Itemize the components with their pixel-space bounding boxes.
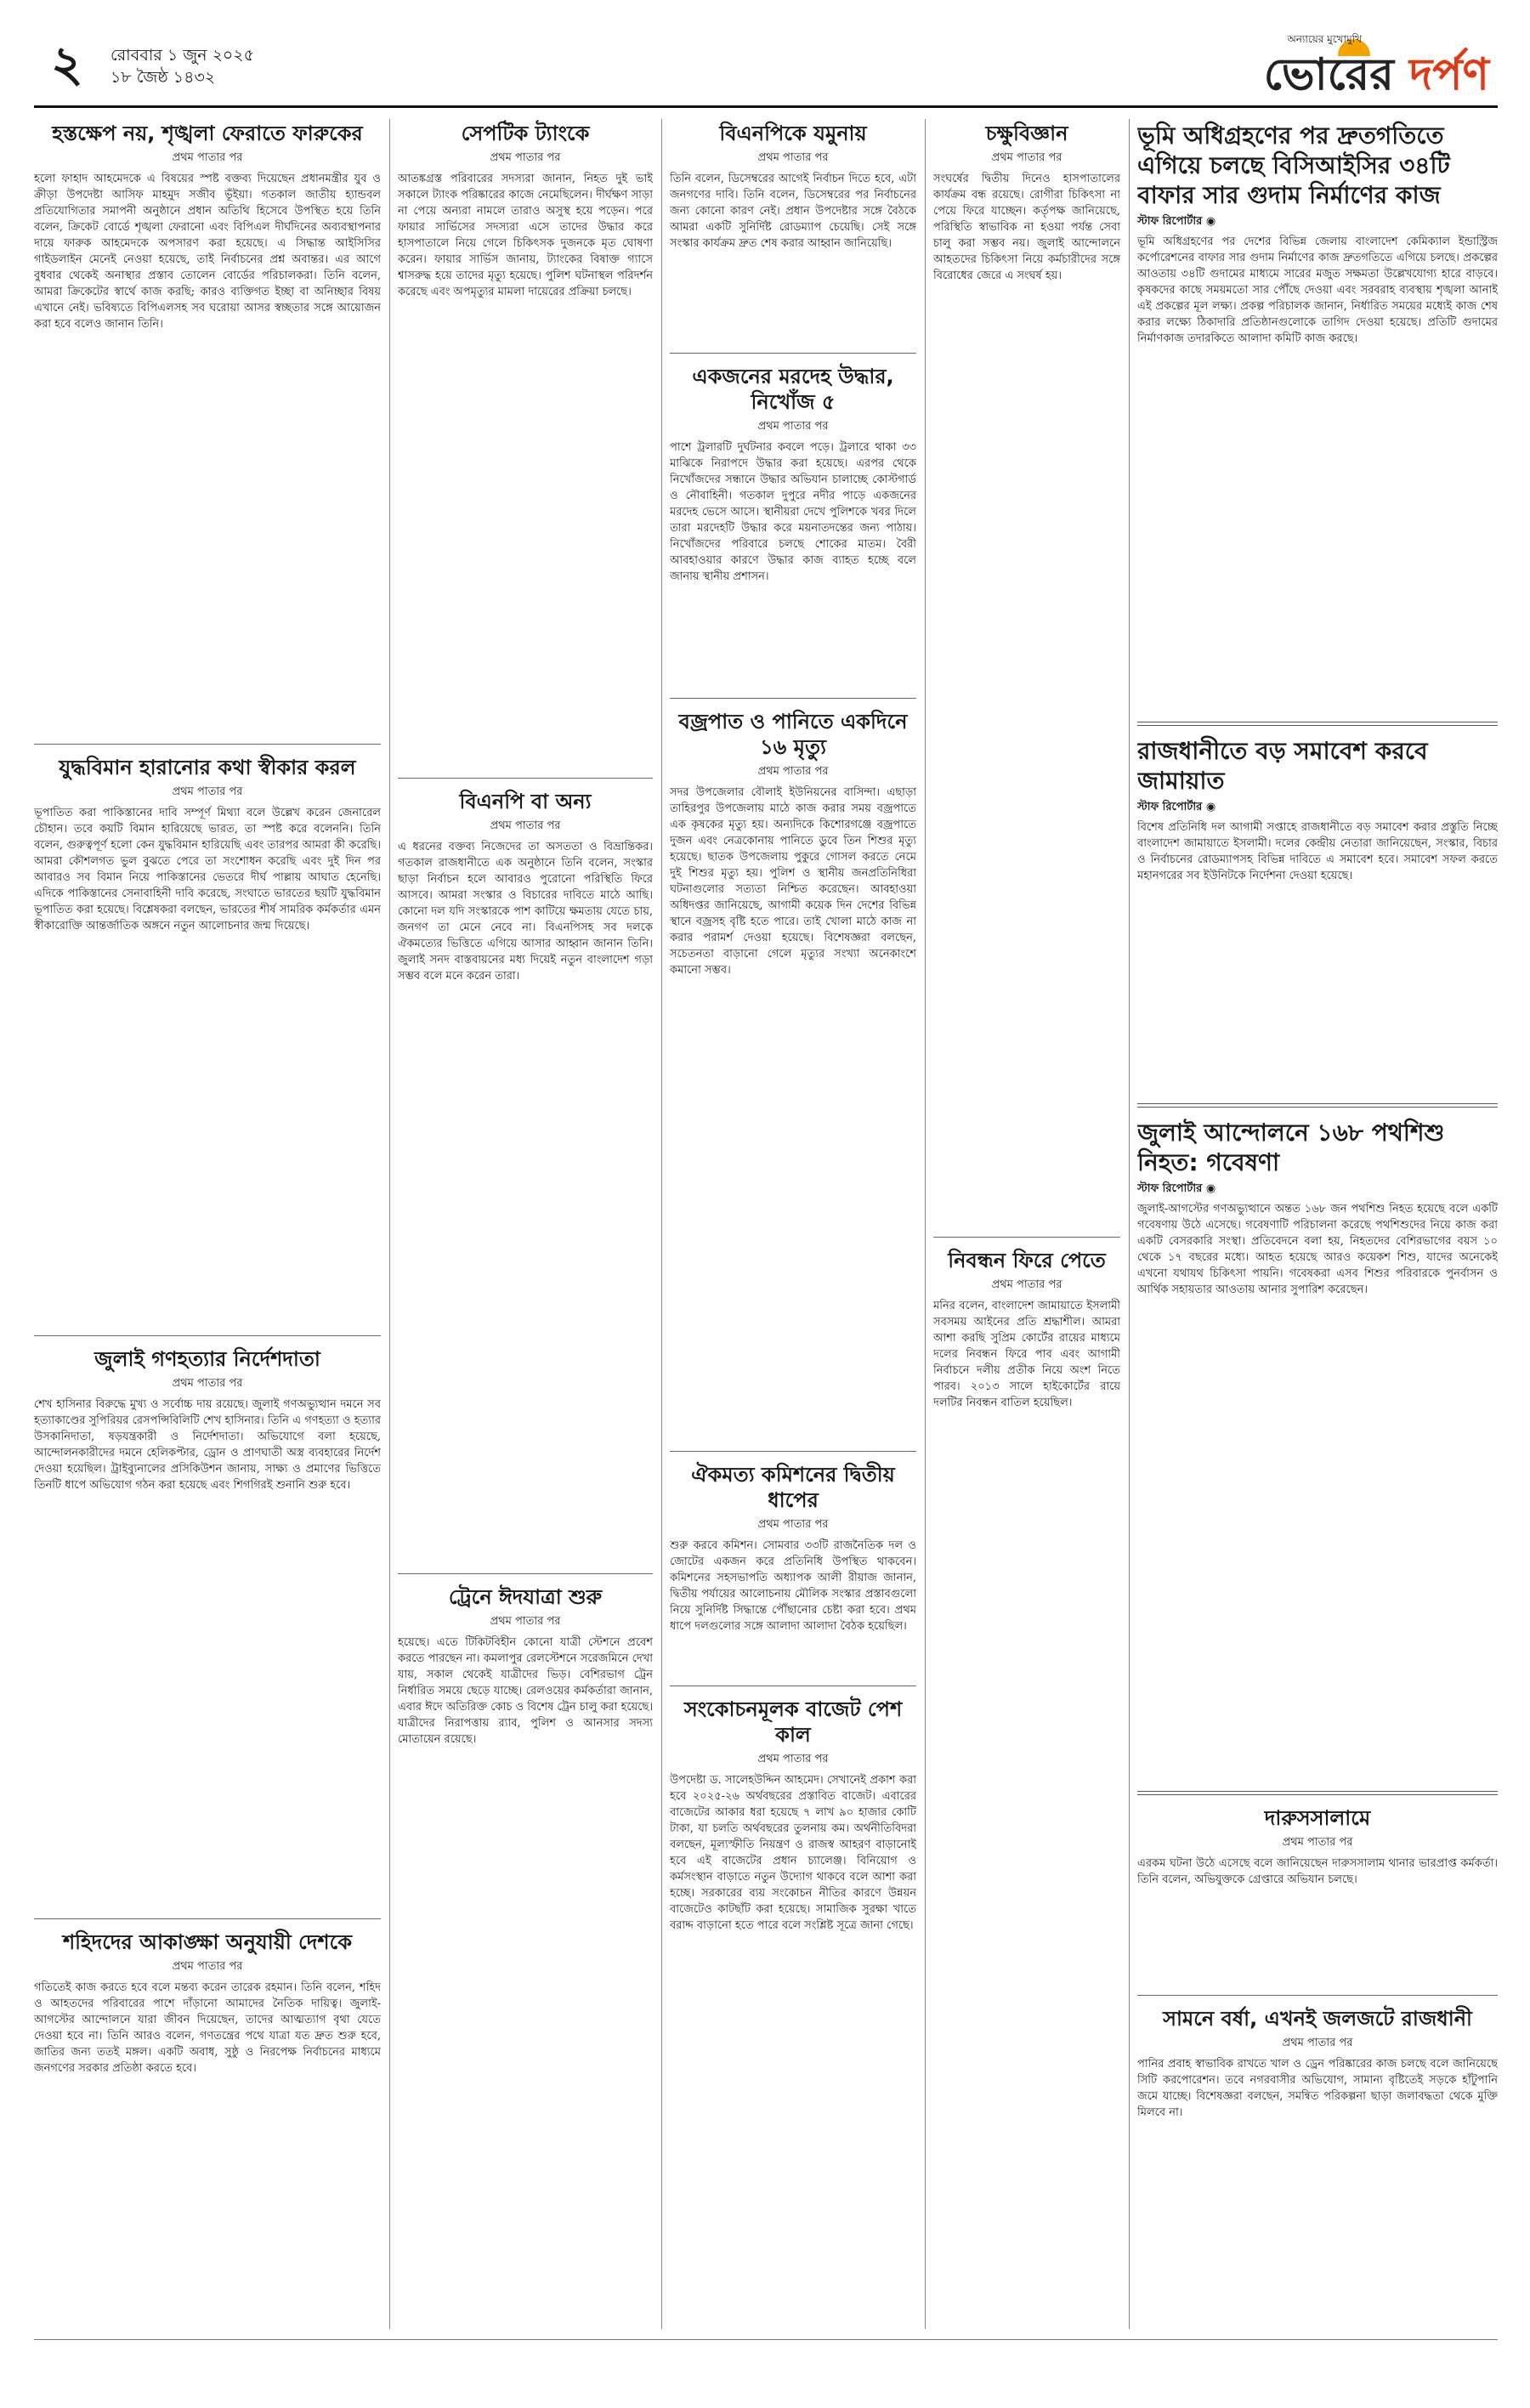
separator [1137, 1103, 1498, 1108]
bottom-rule [34, 2339, 1498, 2340]
byline: স্টাফ রিপোর্টার ◉ [1137, 801, 1216, 813]
headline: একজনের মরদেহ উদ্ধার, নিখোঁজ ৫ [692, 365, 894, 414]
date-box [110, 44, 254, 88]
article-body: পানির প্রবাহ স্বাভাবিক রাখতে খাল ও ড্রেন পরিষ্কারের কাজ চলছে বলে জানিয়েছে সিটি করপোরেশন। তবে নগরবাসীর অভিযোগ, সামান্য বৃষ্টিতেই সড়কে হাঁটুপানি জমে যাচ্ছে। বিশেষজ্ঞরা বলছেন, সমন্বিত পরিকল্পনা ছাড়া জলাবদ্ধতা থেকে মুক্তি মিলবে না। [1137, 2056, 1498, 2396]
separator [398, 778, 653, 779]
continued-label: প্রথম পাতার পর [172, 1377, 243, 1390]
continued-label: প্রথম পাতার পর [490, 1615, 561, 1628]
headline: দারুসসালামে [1264, 1806, 1371, 1830]
separator [670, 1451, 916, 1452]
article-body: সংঘর্ষের দ্বিতীয় দিনেও হাসপাতালের কার্যক্রম বন্ধ রয়েছে। রোগীরা চিকিৎসা না পেয়ে ফিরে যাচ্ছেন। কর্তৃপক্ষ জানিয়েছে, পরিস্থিতি স্বাভাবিক না হওয়া পর্যন্ত সেবা চালু করা সম্ভব নয়। জুলাই আন্দোলনে আহতদের চিকিৎসা নিয়ে কর্মচারীদের সঙ্গে বিরোধের জেরে এ সংঘর্ষ হয়। [933, 171, 1120, 1225]
headline: যুদ্ধবিমান হারানোর কথা স্বীকার করল [59, 756, 356, 779]
headline: হস্তক্ষেপ নয়, শৃঙ্খলা ফেরাতে ফারুকের [52, 122, 363, 145]
headline: সংকোচনমূলক বাজেট পেশ কাল [683, 1697, 903, 1747]
headline: বজ্রপাত ও পানিতে একদিনে ১৬ মৃত্যু [678, 710, 908, 759]
article-body: পাশে ট্রলারটি দুর্ঘটনার কবলে পড়ে। ট্রলারে থাকা ৩৩ মাঝিকে নিরাপদে উদ্ধার করা হয়েছে। এরপর থেকে নিখোঁজদের সন্ধানে উদ্ধার অভিযান চালাচ্ছে কোস্টগার্ড ও নৌবাহিনী। গতকাল দুপুরে নদীর পাড়ে একজনের মরদেহ ভেসে আসে। স্থানীয়রা দেখে পুলিশকে খবর দিলে তারা মরদেহটি উদ্ধার করে ময়নাতদন্তের জন্য পাঠায়। নিখোঁজদের পরিবারে চলছে শোকের মাতম। বৈরী আবহাওয়ার কারণে উদ্ধার কাজ ব্যাহত হচ্ছে বলে জানায় স্থানীয় প্রশাসন। [670, 439, 916, 686]
separator [398, 1573, 653, 1574]
article-fighter-jet [34, 755, 381, 1323]
article-eid-train [398, 1584, 653, 2247]
article-waterlogging [1137, 2006, 1498, 2396]
byline: স্টাফ রিপোর্টার ◉ [1137, 1182, 1216, 1195]
article-septic-tank [398, 121, 653, 766]
article-registration [933, 1248, 1120, 2292]
date-gregorian: রোববার ১ জুন ২০২৫ [110, 46, 254, 65]
continued-label: প্রথম পাতার পর [757, 765, 829, 778]
continued-label: প্রথম পাতার পর [490, 819, 561, 832]
continued-label: প্রথম পাতার পর [1282, 2037, 1353, 2049]
newspaper-name-part-2: দর্পণ [1408, 49, 1489, 100]
column-rule [925, 119, 926, 2329]
column-c [670, 119, 916, 2371]
column-d [933, 119, 1120, 2304]
article-body: হলো ফাহাদ আহমেদকে এ বিষয়ের স্পষ্ট বক্তব্য দিয়েছেন প্রধানমন্ত্রীর যুব ও ক্রীড়া উপদেষ্টা আসিফ মাহমুদ সজীব ভূঁইয়া। গতকাল জাতীয় হ্যান্ডবল প্রতিযোগিতার সমাপনী অনুষ্ঠানে প্রধান অতিথি হিসেবে উপস্থিত হয়ে তিনি বলেন, ক্রিকেট বোর্ডে শৃঙ্খলা ফেরানো এবং বিপিএল দীর্ঘদিনের অব্যবস্থাপনার দায়ে ফারুক আহমেদকে অপসারণ করা হয়েছে। এ সিদ্ধান্ত আইসিসির গাইডলাইন মেনেই নেওয়া হয়েছে, তাই নির্বাচনের প্রশ্ন অবান্তর। এর আগে বুধবার থেকেই অনাস্থার প্রস্তাব তোলেন বোর্ডের পরিচালকরা। তিনি বলেন, আমরা ক্রিকেটের স্বার্থে কাজ করছি; কারও ব্যক্তিগত ইচ্ছা বা অনিচ্ছার বিষয় এখানে নেই। ভবিষ্যতে বিপিএলসহ সব ঘরোয়া আসর স্বচ্ছতার সঙ্গে আয়োজন করা হবে বলেও জানান তিনি। [34, 171, 381, 732]
separator [34, 1335, 381, 1336]
article-body: গতিতেই কাজ করতে হবে বলে মন্তব্য করেন তারেক রহমান। তিনি বলেন, শহিদ ও আহতদের পরিবারের পাশে দাঁড়ানো আমাদের নৈতিক দায়িত্ব। জুলাই-আগস্টের আন্দোলনে যারা জীবন দিয়েছেন, তাদের আত্মত্যাগ বৃথা যেতে দেওয়া হবে না। তিনি আরও বলেন, গণতন্ত্রের পথে যাত্রা যত দ্রুত শুরু হবে, জাতির জন্য ততই মঙ্গল। একটি অবাধ, সুষ্ঠু ও নিরপেক্ষ নির্বাচনের মাধ্যমে জনগণের সরকার প্রতিষ্ঠা করতে হবে। [34, 1980, 381, 2260]
article-body: জুলাই-আগস্টের গণঅভ্যুত্থানে অন্তত ১৬৮ জন পথশিশু নিহত হয়েছে বলে একটি গবেষণায় উঠে এসেছে। গবেষণাটি পরিচালনা করেছে পথশিশুদের নিয়ে কাজ করা একটি বেসরকারি সংস্থা। প্রতিবেদনে বলা হয়, নিহতদের বেশিরভাগের বয়স ১০ থেকে ১৭ বছরের মধ্যে। আহত হয়েছে আরও কয়েকশ শিশু, যাদের অনেকেই এখনো যথাযথ চিকিৎসা পায়নি। গবেষকরা এসব শিশুর পরিবারকে পুনর্বাসন ও আর্থিক সহায়তার আওতায় আনার সুপারিশ করেছেন। [1137, 1201, 1498, 1779]
byline: স্টাফ রিপোর্টার ◉ [1137, 215, 1216, 228]
article-body: ভূপাতিত করা পাকিস্তানের দাবি সম্পূর্ণ মিথ্যা বলে উল্লেখ করেন জেনারেল চৌহান। তবে কয়টি বিমান হারিয়েছে ভারত, তা স্পষ্ট করে বলেননি। তিনি বলেন, গুরুত্বপূর্ণ হলো কেন যুদ্ধবিমান হারিয়েছি এবং তারপর আমরা কী করেছি। আমরা কৌশলগত ভুল বুঝতে পেরে তা সংশোধন করেছি এবং দুই দিন পর আবারও সব বিমান নিয়ে পাকিস্তানের ভেতরে দীর্ঘ পাল্লায় আঘাত হেনেছি। এদিকে পাকিস্তানের সেনাবাহিনী দাবি করেছে, সংঘাতে ভারতের ছয়টি যুদ্ধবিমান ভূপাতিত করা হয়েছে। বিশ্লেষকরা বলছেন, ভারতের শীর্ষ সামরিক কর্মকর্তার এমন স্বীকারোক্তি আন্তর্জাতিক অঙ্গনে নতুন আলোচনার জন্ম দিয়েছে। [34, 805, 381, 1323]
separator [933, 1237, 1120, 1238]
separator [34, 744, 381, 745]
newspaper-tagline: অন্যায়ের মুখোমুখি [1287, 33, 1362, 45]
article-bnp-or-other [398, 789, 653, 1561]
article-martyrs [34, 1929, 381, 2260]
article-body: শুরু করবে কমিশন। সোমবার ৩৩টি রাজনৈতিক দল ও জোটের একজন করে প্রতিনিধি উপস্থিত থাকবেন। কমিশনের সহসভাপতি অধ্যাপক আলী রীয়াজ জানান, দ্বিতীয় পর্যায়ের আলোচনায় মৌলিক সংস্কার প্রস্তাবগুলো নিয়ে সুনির্দিষ্ট সিদ্ধান্তে পৌঁছানোর চেষ্টা করা হবে। প্রথম ধাপে দলগুলোর সঙ্গে আলাদা আলাদা বৈঠক হয়েছিল। [670, 1538, 916, 1674]
headline: সামনে বর্ষা, এখনই জলজটে রাজধানী [1163, 2007, 1472, 2031]
headline: ট্রেনে ঈদযাত্রা শুরু [448, 1585, 603, 1609]
article-body: আতঙ্কগ্রস্ত পরিবারের সদস্যরা জানান, নিহত দুই ভাই সকালে ট্যাংক পরিষ্কারের কাজে নেমেছিলেন। দীর্ঘক্ষণ সাড়া না পেয়ে অন্যরা নামলে তারাও অসুস্থ হয়ে পড়েন। পরে ফায়ার সার্ভিসের সদস্যরা এসে তাদের উদ্ধার করে হাসপাতালে নিয়ে গেলে চিকিৎসক দুজনকে মৃত ঘোষণা করেন। ফায়ার সার্ভিস জানায়, ট্যাংকের বিষাক্ত গ্যাসে শ্বাসরুদ্ধ হয়ে তাদের মৃত্যু হয়েছে। পুলিশ ঘটনাস্থল পরিদর্শন করেছে এবং অপমৃত্যুর মামলা দায়েরের প্রক্রিয়া চলছে। [398, 171, 653, 766]
continued-label: প্রথম পাতার পর [490, 151, 561, 164]
column-b [398, 119, 653, 2258]
article-eye-institute [933, 121, 1120, 1225]
article-body: বিশেষ প্রতিনিধি দল আগামী সপ্তাহে রাজধানীতে বড় সমাবেশ করার প্রস্তুতি নিচ্ছে বাংলাদেশ জামায়াতে ইসলামী। দলের কেন্দ্রীয় নেতারা জানিয়েছেন, সংস্কার, বিচার ও নির্বাচনের রোডম্যাপসহ বিভিন্ন দাবিতে এ সমাবেশ হবে। সমাবেশ সফল করতে মহানগরের সব ইউনিটকে নির্দেশনা দেওয়া হয়েছে। [1137, 819, 1498, 1091]
separator [1137, 722, 1498, 726]
article-body: ভূমি অধিগ্রহণের পর দেশের বিভিন্ন জেলায় বাংলাদেশ কেমিক্যাল ইন্ডাস্ট্রিজ কর্পোরেশনের বাফার সার গুদাম নির্মাণের কাজ দ্রুতগতিতে এগিয়ে চলছে। প্রকল্পের আওতায় ৩৪টি গুদামের মাধ্যমে সারের মজুত সক্ষমতা উল্লেখযোগ্য হারে বাড়বে। কৃষকদের কাছে সময়মতো সার পৌঁছে দেওয়া এবং সরবরাহ ব্যবস্থায় শৃঙ্খলা আনাই এই প্রকল্পের মূল লক্ষ্য। প্রকল্প পরিচালক জানান, নির্ধারিত সময়ের মধ্যেই কাজ শেষ করার লক্ষ্যে ঠিকাদারি প্রতিষ্ঠানগুলোকে তাগিদ দেওয়া হয়েছে। প্রতিটি গুদামের নির্মাণকাজ তদারকিতে আলাদা কমিটি কাজ করছে। [1137, 234, 1498, 710]
continued-label: প্রথম পাতার পর [757, 1518, 829, 1531]
continued-label: প্রথম পাতার পর [172, 1960, 243, 1973]
article-street-children [1137, 1118, 1498, 1779]
masthead [34, 32, 1498, 108]
headline: নিবন্ধন ফিরে পেতে [948, 1249, 1106, 1272]
headline: রাজধানীতে বড় সমাবেশ করবে জামায়াত [1137, 737, 1428, 795]
column-rule [389, 119, 390, 2329]
date-bengali: ১৮ জৈষ্ঠ ১৪৩২ [110, 68, 216, 87]
headline: বিএনপি বা অন্য [459, 790, 592, 813]
continued-label: প্রথম পাতার পর [757, 420, 829, 433]
column-rule [661, 119, 662, 2329]
headline: জুলাই আন্দোলনে ১৬৮ পথশিশু নিহত: গবেষণা [1137, 1119, 1445, 1176]
separator [1137, 1791, 1498, 1795]
headline: ঐকমত্য কমিশনের দ্বিতীয় ধাপের [691, 1463, 895, 1512]
article-body: শেখ হাসিনার বিরুদ্ধে মুখ্য ও সর্বোচ্চ দায় রয়েছে। জুলাই গণঅভ্যুত্থান দমনে সব হত্যাকাণ্ডের সুপিরিয়র রেসপন্সিবিলিটি শেখ হাসিনার। তিনি এ গণহত্যা ও হত্যার উসকানিদাতা, ষড়যন্ত্রকারী ও নির্দেশদাতা। অভিযোগে বলা হয়েছে, আন্দোলনকারীদের দমনে হেলিকপ্টার, ড্রোন ও প্রাণঘাতী অস্ত্র ব্যবহারের নির্দেশ দেওয়া হয়েছিল। ট্রাইব্যুনালের প্রসিকিউশন জানায়, সাক্ষ্য ও প্রমাণের ভিত্তিতে তিনটি ধাপে অভিযোগ গঠন করা হয়েছে এবং শিগগিরই শুনানি শুরু হবে। [34, 1397, 381, 1907]
separator [34, 1918, 381, 1919]
article-body: উপদেষ্টা ড. সালেহউদ্দিন আহমেদ। সেখানেই প্রকাশ করা হবে ২০২৫-২৬ অর্থবছরের প্রস্তাবিত বাজেট। এবারের বাজেটের আকার ধরা হয়েছে ৭ লাখ ৯০ হাজার কোটি টাকা, যা চলতি অর্থবছরের তুলনায় কম। অর্থনীতিবিদরা বলছেন, মূল্যস্ফীতি নিয়ন্ত্রণ ও রাজস্ব আহরণ বাড়ানোই হবে এই বাজেটের প্রধান চ্যালেঞ্জ। বিনিয়োগ ও কর্মসংস্থান বাড়াতে নতুন উদ্যোগ থাকবে বলে আশা করা হচ্ছে। সরকারের ব্যয় সংকোচন নীতির কারণে উন্নয়ন বাজেটেও কাটছাঁট করা হয়েছে। সামাজিক সুরক্ষা খাতে বরাদ্দ বাড়ানো হতে পারে বলে সংশ্লিষ্ট সূত্রে জানা গেছে। [670, 1772, 916, 2359]
article-body: এরকম ঘটনা উঠে এসেছে বলে জানিয়েছেন দারুসসালাম থানার ভারপ্রাপ্ত কর্মকর্তা। তিনি বলেন, অভিযুক্তকে গ্রেপ্তারে অভিযান চলছে। [1137, 1856, 1498, 1983]
continued-label: প্রথম পাতার পর [757, 1753, 829, 1765]
separator [670, 698, 916, 699]
continued-label: প্রথম পাতার পর [757, 151, 829, 164]
headline: ভূমি অধিগ্রহণের পর দ্রুতগতিতে এগিয়ে চলছে বিসিআইসির ৩৪টি বাফার সার গুদাম নির্মাণের কাজ [1137, 122, 1450, 209]
headline: চক্ষুবিজ্ঞান [985, 122, 1068, 145]
article-body: মনির বলেন, বাংলাদেশ জামায়াতে ইসলামী সবসময় আইনের প্রতি শ্রদ্ধাশীল। আমরা আশা করছি সুপ্রিম কোর্টের রায়ের মাধ্যমে দলের নিবন্ধন ফিরে পাব এবং আগামী নির্বাচনে দলীয় প্রতীক নিয়ে অংশ নিতে পারব। ২০১৩ সালে হাইকোর্টের রায়ে দলটির নিবন্ধন বাতিল হয়েছিল। [933, 1298, 1120, 2292]
continued-label: প্রথম পাতার পর [1282, 1836, 1353, 1849]
article-body-recovered [670, 364, 916, 686]
headline: জুলাই গণহত্যার নির্দেশদাতা [94, 1347, 320, 1371]
headline: সেপটিক ট্যাংকে [461, 122, 590, 145]
column-e [1137, 119, 1498, 2408]
article-body: হয়েছে। এতে টিকিটবিহীন কোনো যাত্রী স্টেশনে প্রবেশ করতে পারছেন না। কমলাপুর রেলস্টেশনে সরেজমিনে দেখা যায়, সকাল থেকেই যাত্রীদের ভিড়। বেশিরভাগ ট্রেন নির্ধারিত সময়ে ছেড়ে যাচ্ছে। রেলওয়ের কর্মকর্তারা জানান, এবার ঈদে অতিরিক্ত কোচ ও বিশেষ ট্রেন চালু করা হয়েছে। যাত্রীদের নিরাপত্তায় র‍্যাব, পুলিশ ও আনসার সদস্য মোতায়েন রয়েছে। [398, 1635, 653, 2247]
headline: শহিদদের আকাঙ্ক্ষা অনুযায়ী দেশকে [62, 1930, 353, 1954]
continued-label: প্রথম পাতার পর [172, 151, 243, 164]
article-consensus-commission [670, 1462, 916, 1674]
article-body: সদর উপজেলার বৌলাই ইউনিয়নের বাসিন্দা। এছাড়া তাহিরপুর উপজেলায় মাঠে কাজ করার সময় বজ্রপাতে এক কৃষকের মৃত্যু হয়। অন্যদিকে কিশোরগঞ্জে বজ্রপাতে দুজন এবং নেত্রকোনায় পানিতে ডুবে তিন শিশুর মৃত্যু হয়েছে। ছাতক উপজেলায় পুকুরে গোসল করতে নেমে দুই শিশুর মৃত্যু হয়। পুলিশ ও স্থানীয় জনপ্রতিনিধিরা ঘটনাগুলোর সত্যতা নিশ্চিত করেছেন। আবহাওয়া অধিদপ্তর জানিয়েছে, আগামী কয়েক দিন দেশের বিভিন্ন স্থানে বজ্রসহ বৃষ্টি হতে পারে। তাই খোলা মাঠে কাজ না করার পরামর্শ দেওয়া হয়েছে। বিশেষজ্ঞরা বলছেন, সচেতনতা বাড়ানো গেলে মৃত্যুর সংখ্যা অনেকাংশে কমানো সম্ভব। [670, 785, 916, 1439]
continued-label: প্রথম পাতার পর [172, 785, 243, 798]
column-rule [1129, 119, 1130, 2329]
article-body: এ ধরনের বক্তব্য নিজেদের তা অসততা ও বিভ্রান্তিকর। গতকাল রাজধানীতে এক অনুষ্ঠানে তিনি বলেন, সংস্কার ছাড়া নির্বাচন হলে আবারও পুরোনো পরিস্থিতি ফিরে আসবে। আমরা সংস্কার ও বিচারের দাবিতে মাঠে আছি। কোনো দল যদি সংস্কারকে পাশ কাটিয়ে ক্ষমতায় যেতে চায়, জনগণ তা মেনে নেবে না। বিএনপিসহ সব দলকে ঐকমত্যের ভিত্তিতে এগিয়ে আসার আহ্বান জানান তিনি। জুলাই সনদ বাস্তবায়নের মধ্য দিয়েই নতুন বাংলাদেশ গড়া সম্ভব বলে মনে করেন তারা। [398, 839, 653, 1561]
continued-label: প্রথম পাতার পর [991, 1278, 1062, 1291]
page-number: ২ [51, 35, 83, 93]
article-bnp-jamuna [670, 121, 916, 341]
article-jamaat-rally [1137, 736, 1498, 1091]
article-farooq [34, 121, 381, 732]
headline: বিএনপিকে যমুনায় [719, 122, 867, 145]
article-budget [670, 1697, 916, 2359]
article-july-genocide [34, 1346, 381, 1907]
newspaper-name-part-1: ভোরের [1263, 49, 1394, 100]
article-body: তিনি বলেন, ডিসেম্বরের আগেই নির্বাচন দিতে হবে, এটা জনগণের দাবি। তিনি বলেন, ডিসেম্বরের পর নির্বাচনের জন্য কোনো কারণ নেই। প্রধান উপদেষ্টার সঙ্গে বৈঠকে আমরা একটি সুনির্দিষ্ট রোডম্যাপ চেয়েছি। সেই সঙ্গে সংস্কার কার্যক্রম দ্রুত শেষ করার আহ্বান জানিয়েছি। [670, 171, 916, 341]
newspaper-logo [1264, 32, 1489, 100]
article-darussalam [1137, 1805, 1498, 1983]
continued-label: প্রথম পাতার পর [991, 151, 1062, 164]
article-lightning-deaths [670, 709, 916, 1439]
separator [670, 353, 916, 354]
article-bcic-warehouse [1137, 121, 1498, 710]
separator [1137, 1995, 1498, 1996]
column-a [34, 119, 381, 2272]
